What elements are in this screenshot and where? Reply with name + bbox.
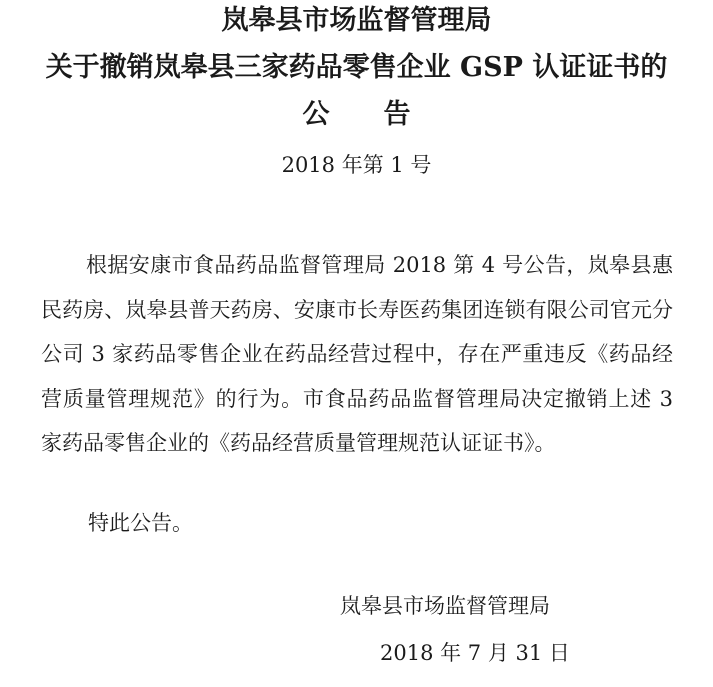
closing-phrase: 特此公告。 bbox=[88, 511, 193, 535]
signature-date: 2018 年 7 月 31 日 bbox=[380, 641, 570, 665]
title-announcement: 公告 bbox=[302, 99, 465, 130]
body-paragraph: 根据安康市食品药品监督管理局 2018 第 4 号公告，岚皋县惠民药房、岚皋县普天药房、安康市长寿医药集团连锁有限公司官元分公司 3 家药品零售企业在药品经营过程中，存在严重违反《药品经营质量管理规范》的行为。市食品药品监督管理局决定撤销上述 3 家药品零售企业的《药品经营质量管理规范认证证书》。 bbox=[41, 253, 673, 456]
signature-organization: 岚皋县市场监督管理局 bbox=[340, 594, 550, 618]
document-number: 2018 年第 1 号 bbox=[281, 153, 432, 177]
title-issuer: 岚皋县市场监督管理局 bbox=[221, 5, 492, 36]
title-subject: 关于撤销岚皋县三家药品零售企业 GSP 认证证书的 bbox=[45, 52, 668, 83]
